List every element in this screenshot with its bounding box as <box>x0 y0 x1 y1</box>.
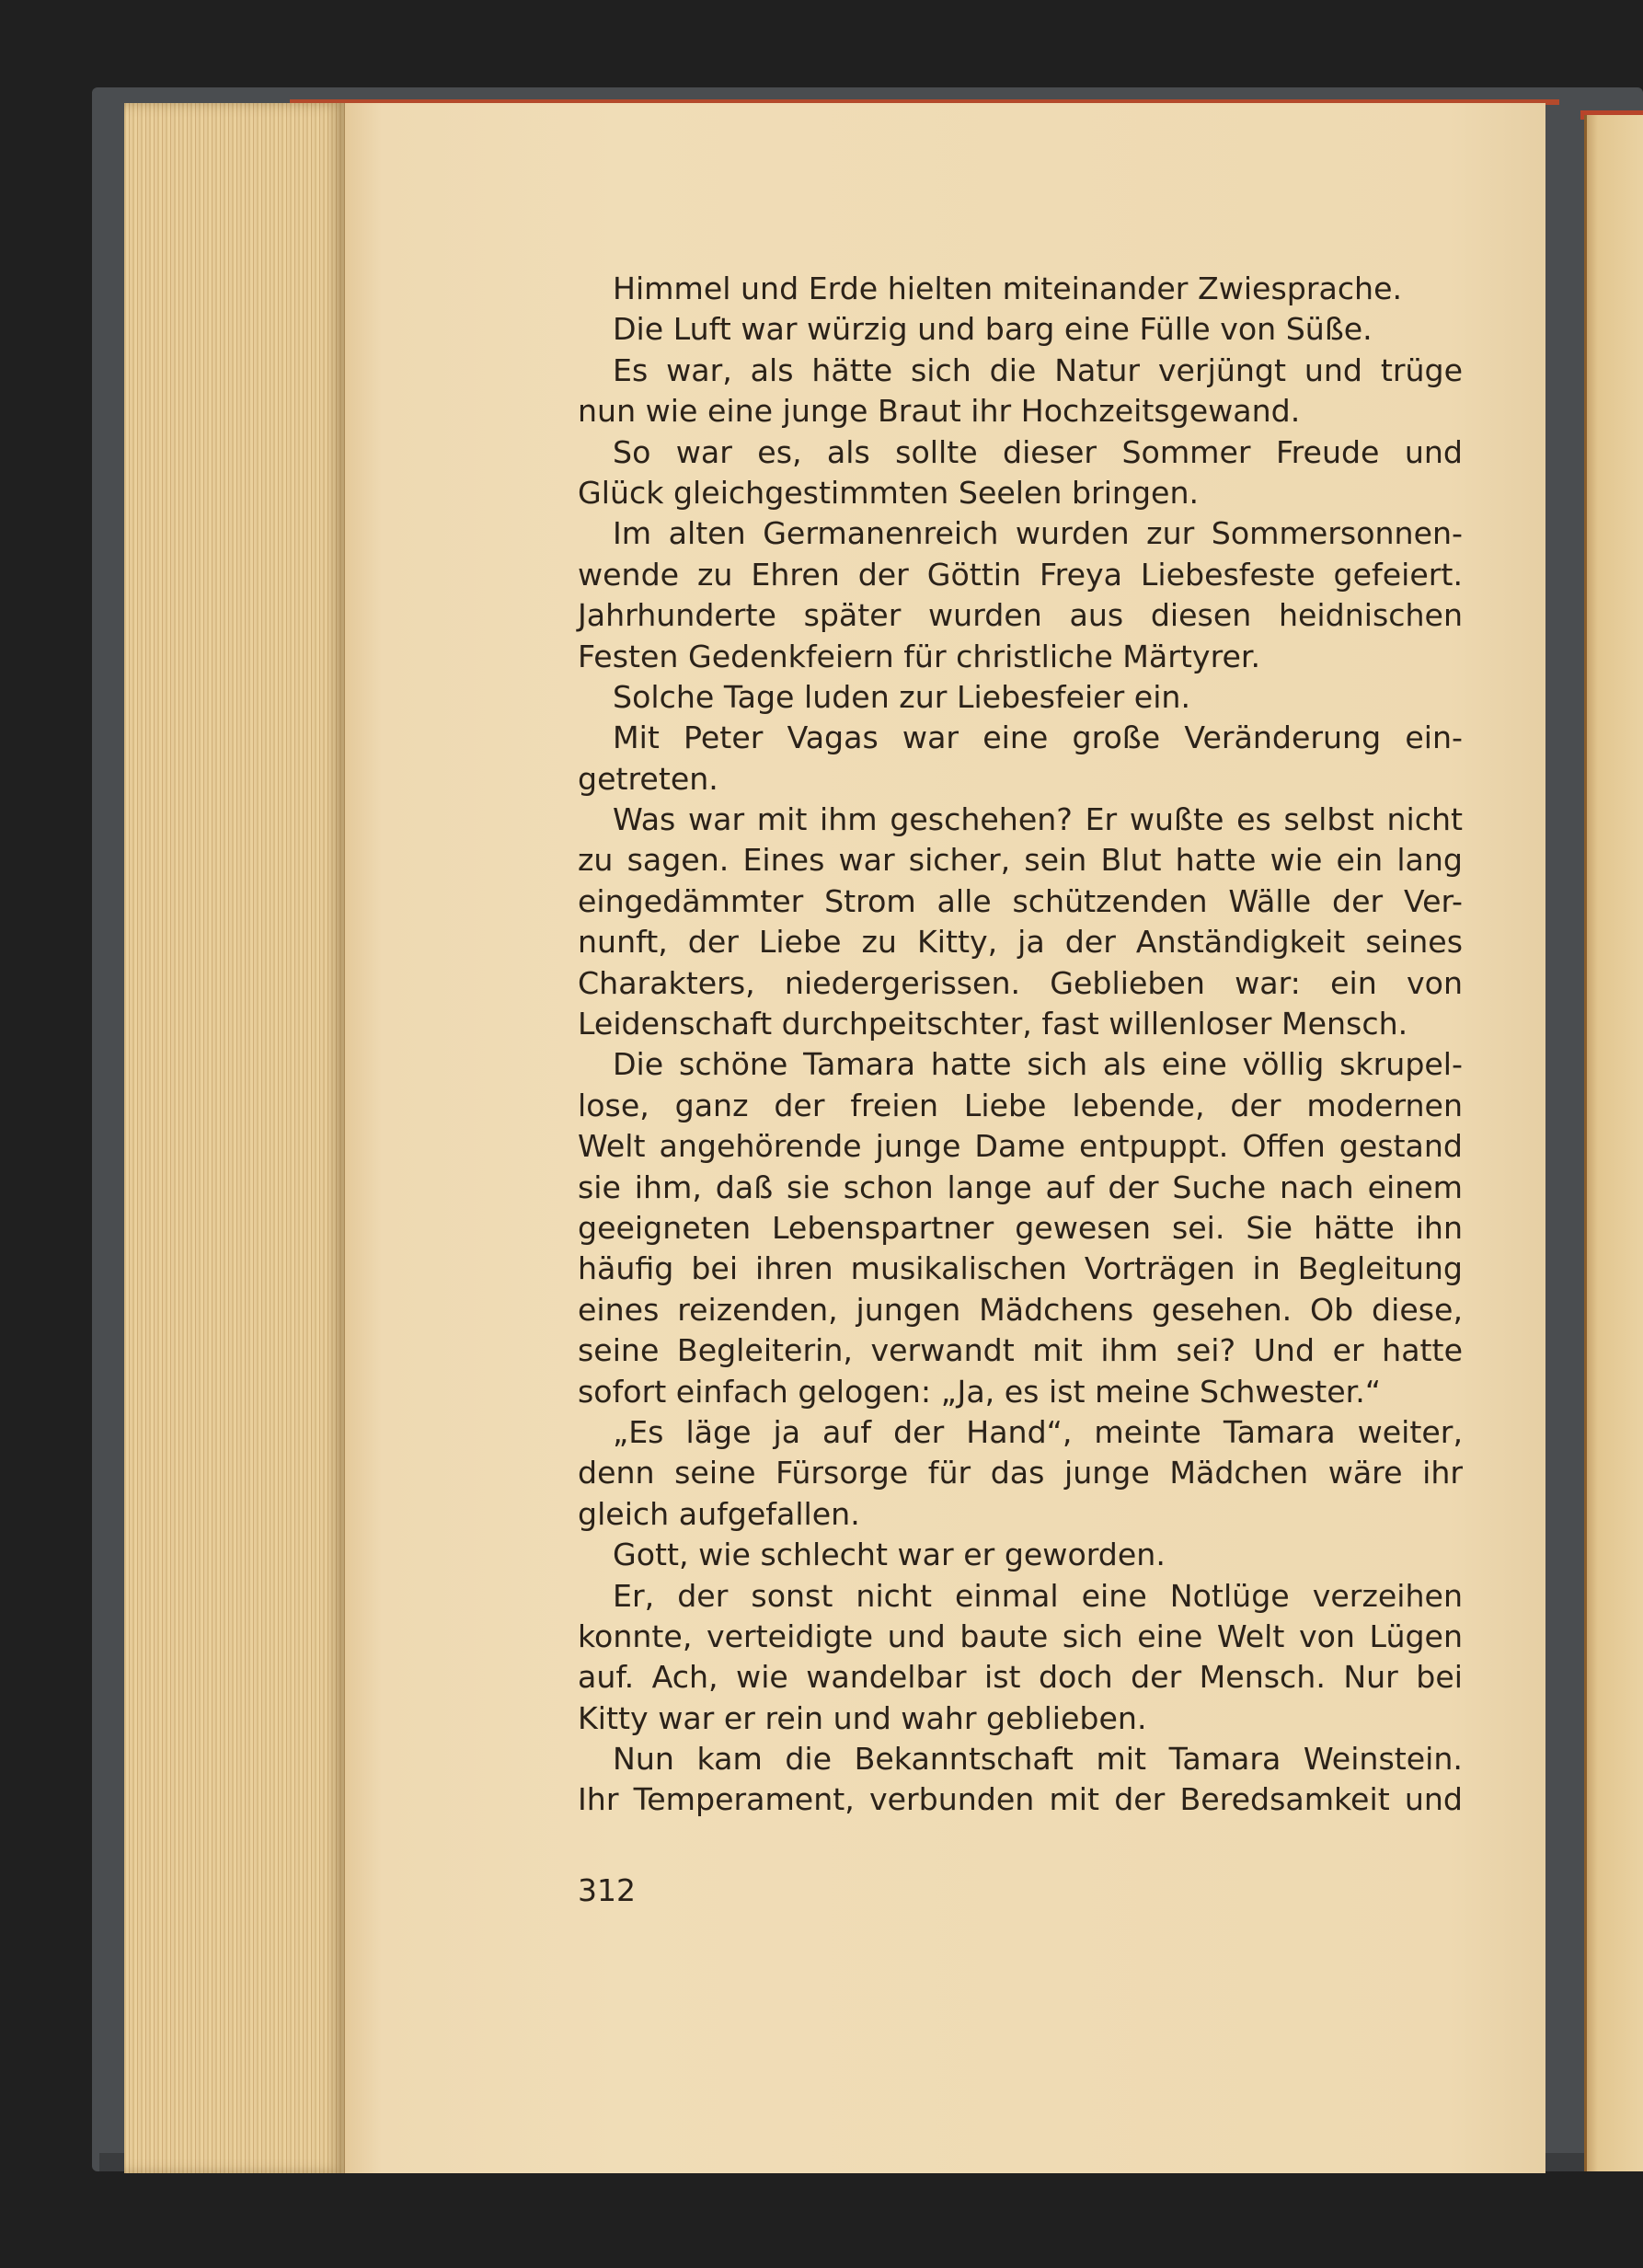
text-line: geeigneten Lebenspartner gewesen sei. Sie hätte ihn <box>578 1209 1463 1246</box>
text-line: Festen Gedenkfeiern für christliche Märtyrer. <box>578 638 1261 674</box>
text-line: „Es läge ja auf der Hand“, meinte Tamara weiter, <box>613 1413 1463 1450</box>
text-line: Die Luft war würzig und barg eine Fülle von Süße. <box>613 311 1373 348</box>
text-line: Er, der sonst nicht einmal eine Notlüge verzeihen <box>613 1577 1463 1614</box>
text-line: sie ihm, daß sie schon lange auf der Suche nach einem <box>578 1169 1463 1205</box>
facing-page-edge <box>1584 115 1643 2171</box>
text-line: Im alten Germanenreich wurden zur Sommersonnen- <box>613 515 1463 552</box>
text-line: So war es, als sollte dieser Sommer Freude und <box>613 433 1463 470</box>
text-line: wende zu Ehren der Göttin Freya Liebesfeste gefeiert. <box>578 556 1463 593</box>
text-line: Mit Peter Vagas war eine große Veränderung ein- <box>613 720 1463 756</box>
text-line: Charakters, niedergerissen. Geblieben war: ein von <box>578 964 1463 1001</box>
text-line: Die schöne Tamara hatte sich als eine völlig skrupel- <box>613 1046 1463 1083</box>
text-line: auf. Ach, wie wandelbar ist doch der Mensch. Nur bei <box>578 1659 1463 1696</box>
text-line: zu sagen. Eines war sicher, sein Blut hatte wie ein lang <box>578 842 1463 879</box>
text-line: nun wie eine junge Braut ihr Hochzeitsgewand. <box>578 393 1301 430</box>
text-line: denn seine Fürsorge für das junge Mädchen wäre ihr <box>578 1455 1463 1491</box>
text-line: sofort einfach gelogen: „Ja, es ist meine Schwester.“ <box>578 1373 1382 1410</box>
text-line: Himmel und Erde hielten miteinander Zwiesprache. <box>613 271 1403 306</box>
text-line: eines reizenden, jungen Mädchens gesehen. Ob diese, <box>578 1291 1463 1328</box>
text-line: häufig bei ihren musikalischen Vorträgen in Begleitung <box>578 1250 1463 1287</box>
text-line: eingedämmter Strom alle schützenden Wälle der Ver- <box>578 882 1463 919</box>
text-line: Kitty war er rein und wahr geblieben. <box>578 1699 1147 1736</box>
text-line: Was war mit ihm geschehen? Er wußte es selbst nicht <box>613 801 1463 838</box>
text-line: Es war, als hätte sich die Natur verjüngt und trüge <box>613 351 1463 388</box>
text-line: Gott, wie schlecht war er geworden. <box>613 1537 1166 1573</box>
body-text <box>578 269 1463 1821</box>
text-line: getreten. <box>578 760 718 797</box>
text-line: Welt angehörende junge Dame entpuppt. Offen gestand <box>578 1128 1463 1165</box>
text-line: konnte, verteidigte und baute sich eine Welt von Lügen <box>578 1618 1463 1654</box>
text-line: Jahrhunderte später wurden aus diesen heidnischen <box>578 597 1463 634</box>
text-line: Glück gleichgestimmten Seelen bringen. <box>578 474 1200 511</box>
page-number: 312 <box>578 1872 636 1908</box>
text-line: nunft, der Liebe zu Kitty, ja der Anständigkeit seines <box>578 924 1463 961</box>
text-line: Leidenschaft durchpeitschter, fast willenloser Mensch. <box>578 1006 1408 1042</box>
text-line: lose, ganz der freien Liebe lebende, der modernen <box>578 1087 1463 1123</box>
text-line: gleich aufgefallen. <box>578 1495 860 1532</box>
text-line: seine Begleiterin, verwandt mit ihm sei? Und er hatte <box>578 1332 1463 1369</box>
text-line: Ihr Temperament, verbunden mit der Beredsamkeit und <box>578 1781 1463 1818</box>
page-edges <box>124 103 345 2173</box>
text-line: Nun kam die Bekanntschaft mit Tamara Weinstein. <box>613 1741 1463 1778</box>
text-line: Solche Tage luden zur Liebesfeier ein. <box>613 678 1191 715</box>
